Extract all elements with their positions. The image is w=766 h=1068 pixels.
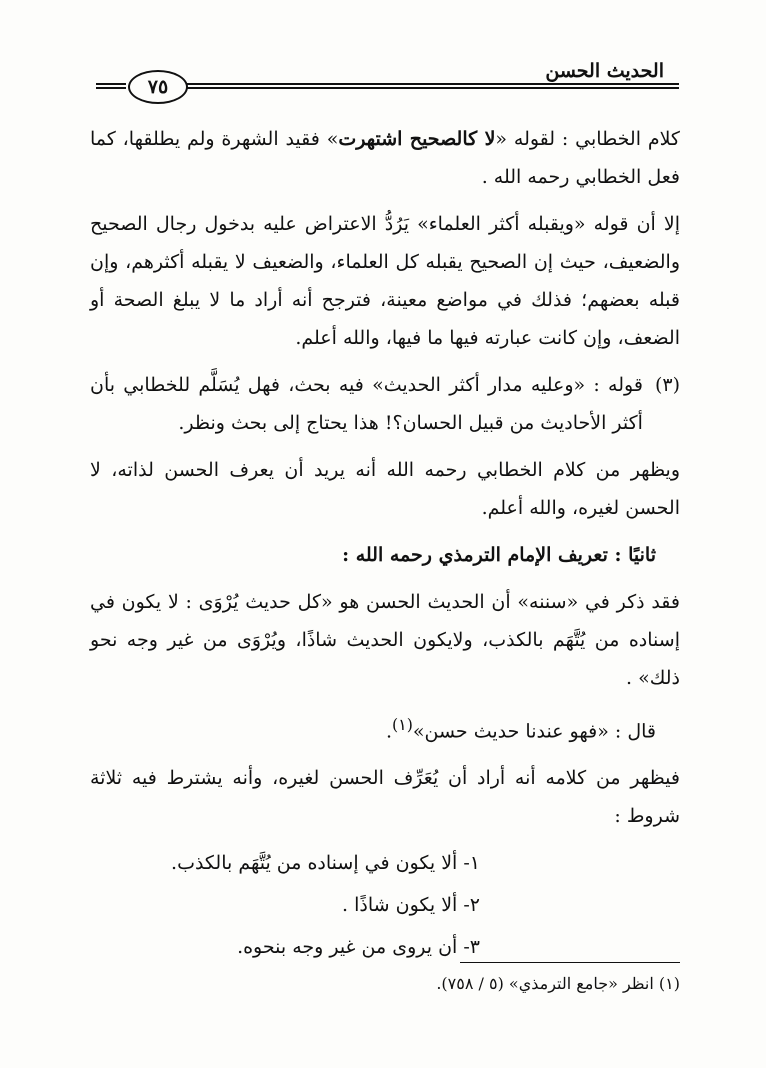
condition-1: ١- ألا يكون في إسناده من يُتَّهَم بالكذب. (171, 852, 480, 875)
paragraph-6: قال : «فهو عندنا حديث حسن»$^{(١)}$. (385, 715, 656, 743)
quoted-phrase: لا كالصحيح اشتهرت (338, 128, 496, 150)
note-number: (٣) (654, 374, 680, 396)
paragraph-4: ويظهر من كلام الخطابي رحمه الله أنه يريد أن يعرف الحسن لذاته، لا الحسن لغيره، والله أعلم. (90, 459, 680, 519)
header-rule-right (186, 83, 679, 89)
page-number: ٧٥ (128, 70, 188, 104)
condition-2: ٢- ألا يكون شاذًا . (342, 894, 480, 917)
header-rule-left (96, 83, 126, 89)
paragraph-5: فقد ذكر في «سننه» أن الحديث الحسن هو «كل حديث يُرْوَى : لا يكون في إسناده من يُتَّهَم بالكذب، ولايكون الحديث شاذًا، ويُرْوَى من غير وجه نحو ذلك» . (90, 591, 680, 689)
condition-3: ٣- أن يروى من غير وجه بنحوه. (237, 936, 480, 959)
paragraph-1: كلام الخطابي : لقوله «لا كالصحيح اشتهرت» فقيد الشهرة ولم يطلقها، كما فعل الخطابي رحمه الله . (90, 128, 680, 188)
note-text: قوله : «وعليه مدار أكثر الحديث» فيه بحث، فهل يُسَلَّم للخطابي بأن أكثر الأحاديث من قبيل الحسان؟! هذا يحتاج إلى بحث ونظر. (90, 374, 643, 434)
footnote-ref[interactable]: (١) (391, 715, 413, 734)
section-heading: ثانيًا : تعريف الإمام الترمذي رحمه الله : (342, 544, 656, 566)
running-header-title: الحديث الحسن (545, 60, 664, 82)
paragraph-7: فيظهر من كلامه أنه أراد أن يُعَرِّف الحسن لغيره، وأنه يشترط فيه ثلاثة شروط : (90, 767, 680, 828)
note-3 (90, 366, 680, 442)
footnote-separator (460, 962, 680, 963)
page-body (90, 120, 680, 970)
paragraph-2: إلا أن قوله «ويقبله أكثر العلماء» يَرُدُّ الاعتراض عليه بدخول رجال الصحيح والضعيف، حيث إن الصحيح يقبله كل العلماء، والضعيف لا يقبله أكثرهم، وإن قبله بعضهم؛ فذلك في مواضع معينة، فترجح أنه أراد ما لا يبلغ الصحة أو الضعف، وإن كانت عبارته فيها ما فيها، والله أعلم. (90, 213, 680, 349)
footnote: (١) انظر «جامع الترمذي» (٥ / ٧٥٨). (436, 974, 680, 993)
